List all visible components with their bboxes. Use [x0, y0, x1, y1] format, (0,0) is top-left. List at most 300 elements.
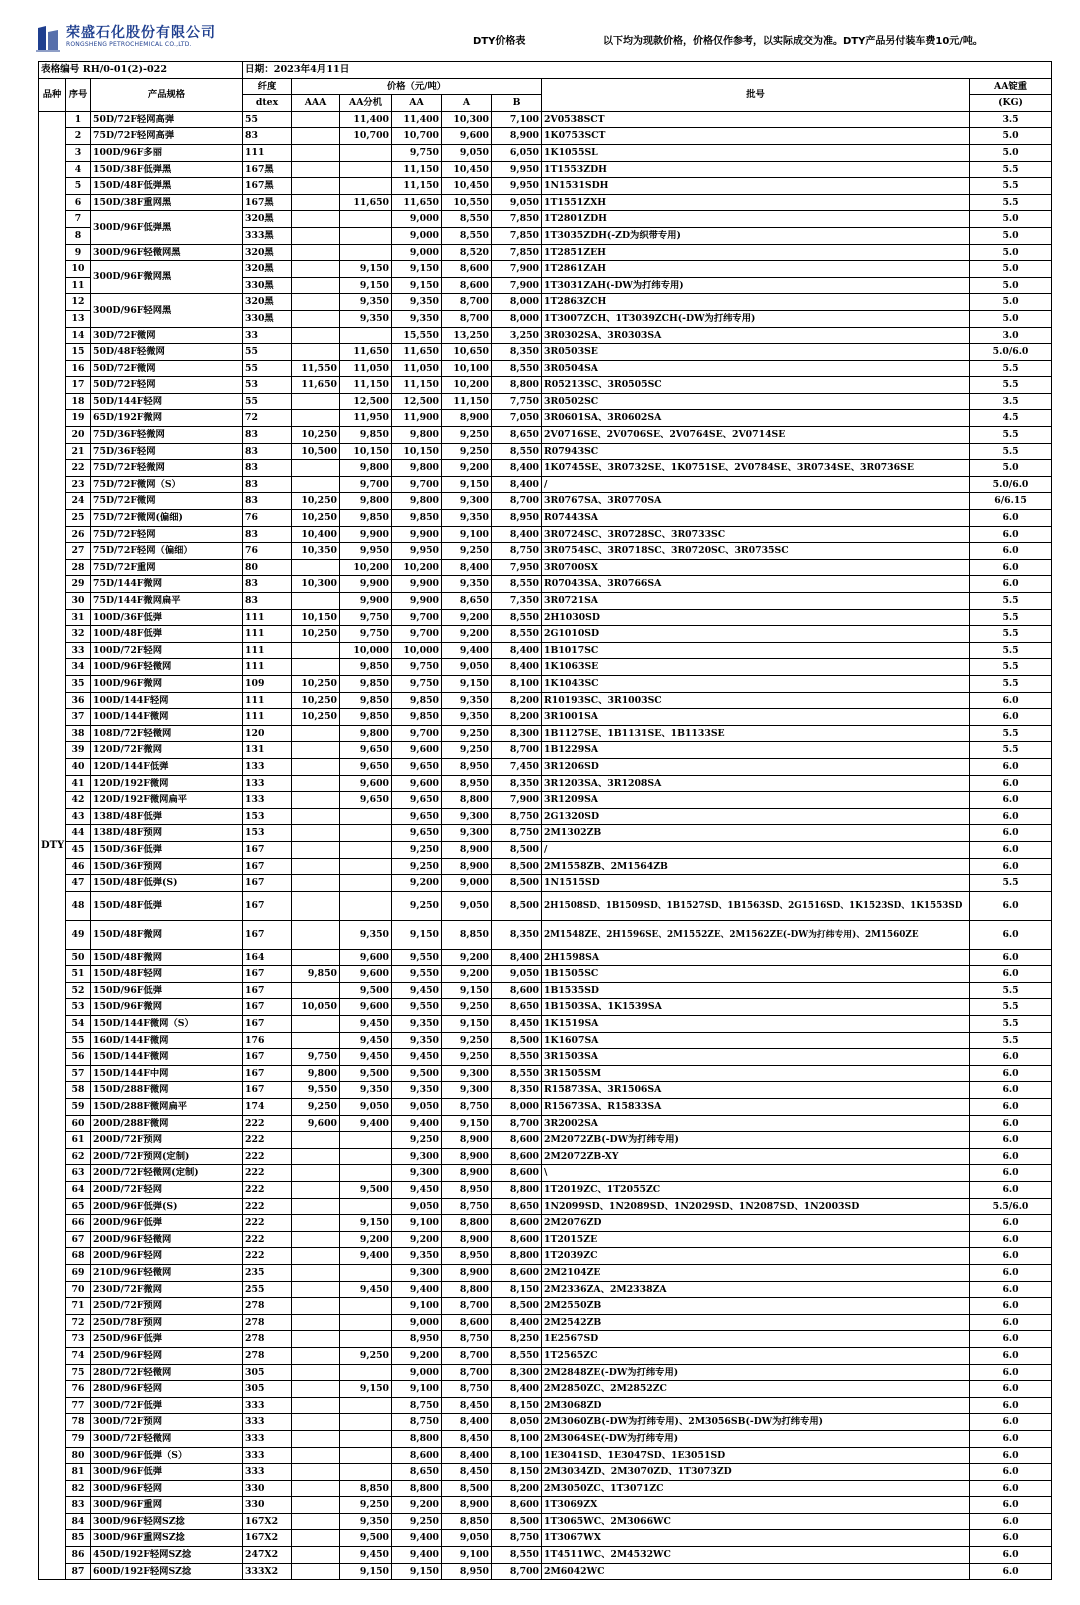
b-price: 8,550: [492, 609, 542, 626]
seq-cell: 13: [66, 310, 91, 327]
fineness-cell: 330黑: [243, 310, 292, 327]
table-row: [39, 1298, 1052, 1315]
spec-cell: 300D/72F轻微网: [91, 1430, 243, 1447]
spec-cell: 75D/72F重网: [91, 559, 243, 576]
weight-cell: 6/6.15: [970, 493, 1052, 510]
weight-cell: 5.5: [970, 161, 1052, 178]
b-price: 8,350: [492, 775, 542, 792]
spec-cell: 100D/96F多丽: [91, 144, 243, 161]
aaa-price: 9,750: [292, 1049, 340, 1066]
table-row: [39, 966, 1052, 983]
spec-cell: 200D/72F轻微网(定制): [91, 1165, 243, 1182]
aaa-price: [292, 1381, 340, 1398]
aa-price: 9,800: [392, 460, 442, 477]
aa-split-price: 9,350: [340, 1082, 392, 1099]
weight-cell: 5.5: [970, 360, 1052, 377]
weight-cell: 6.0: [970, 1430, 1052, 1447]
aaa-price: [292, 1447, 340, 1464]
aa-price: 9,450: [392, 1049, 442, 1066]
fineness-cell: 167: [243, 1082, 292, 1099]
weight-cell: 5.5: [970, 725, 1052, 742]
batch-cell: 2H1508SD、1B1509SD、1B1527SD、1B1563SD、2G1516SD、1K1523SD、1K1553SD: [542, 891, 970, 920]
b-price: 6,050: [492, 144, 542, 161]
aa-split-price: 10,000: [340, 642, 392, 659]
table-row: [39, 775, 1052, 792]
a-price: 9,200: [442, 626, 492, 643]
a-price: 9,250: [442, 543, 492, 560]
batch-cell: 1T1553ZDH: [542, 161, 970, 178]
spec-cell: 200D/72F预网: [91, 1132, 243, 1149]
aa-price: 12,500: [392, 393, 442, 410]
batch-cell: 1B1127SE、1B1131SE、1B1133SE: [542, 725, 970, 742]
batch-cell: 3R1505SM: [542, 1065, 970, 1082]
a-price: 8,900: [442, 1231, 492, 1248]
weight-cell: 6.0: [970, 1264, 1052, 1281]
seq-cell: 10: [66, 261, 91, 278]
spec-cell: 150D/48F微网: [91, 920, 243, 949]
aa-split-price: 11,400: [340, 111, 392, 128]
price-notice: 以下均为现款价格，价格仅作参考，以实际成交为准。DTY产品另付装车费10元/吨。: [603, 36, 983, 47]
aa-price: 8,750: [392, 1397, 442, 1414]
table-row: [39, 244, 1052, 261]
a-price: 10,650: [442, 344, 492, 361]
aa-price: 9,000: [392, 227, 442, 244]
aa-price: 11,650: [392, 344, 442, 361]
seq-cell: 73: [66, 1331, 91, 1348]
document-title: DTY价格表: [473, 36, 526, 47]
aa-split-price: 10,150: [340, 443, 392, 460]
aa-price: 9,350: [392, 310, 442, 327]
b-price: 8,550: [492, 360, 542, 377]
aaa-price: [292, 593, 340, 610]
fineness-cell: 305: [243, 1381, 292, 1398]
weight-cell: 5.0/6.0: [970, 476, 1052, 493]
a-price: 8,600: [442, 261, 492, 278]
weight-cell: 6.0: [970, 775, 1052, 792]
a-price: 8,400: [442, 1447, 492, 1464]
batch-cell: R07043SA、3R0766SA: [542, 576, 970, 593]
b-price: 8,400: [492, 1381, 542, 1398]
fineness-cell: 235: [243, 1264, 292, 1281]
a-price: 9,200: [442, 949, 492, 966]
a-price: 8,600: [442, 277, 492, 294]
aaa-price: 10,350: [292, 543, 340, 560]
fineness-cell: 333: [243, 1464, 292, 1481]
seq-cell: 56: [66, 1049, 91, 1066]
spec-cell: 50D/72F微网: [91, 360, 243, 377]
spec-cell: 75D/144F微网: [91, 576, 243, 593]
batch-cell: 2H1030SD: [542, 609, 970, 626]
weight-cell: 6.0: [970, 709, 1052, 726]
fineness-cell: 333: [243, 1430, 292, 1447]
table-row: [39, 1016, 1052, 1033]
a-price: 8,650: [442, 593, 492, 610]
batch-cell: 1B1503SA、1K1539SA: [542, 999, 970, 1016]
spec-cell: 138D/48F低弹: [91, 808, 243, 825]
aa-split-price: 9,450: [340, 1032, 392, 1049]
spec-cell: 300D/96F轻网SZ捻: [91, 1513, 243, 1530]
col-price-group: 价格（元/吨）: [292, 78, 542, 95]
fineness-cell: 111: [243, 609, 292, 626]
aa-split-price: [340, 858, 392, 875]
a-price: 9,350: [442, 510, 492, 527]
weight-cell: 6.0: [970, 891, 1052, 920]
fineness-cell: 167: [243, 1049, 292, 1066]
seq-cell: 39: [66, 742, 91, 759]
b-price: 8,500: [492, 875, 542, 892]
fineness-cell: 305: [243, 1364, 292, 1381]
b-price: 7,850: [492, 227, 542, 244]
aaa-price: [292, 725, 340, 742]
aaa-price: [292, 1331, 340, 1348]
seq-cell: 58: [66, 1082, 91, 1099]
table-row: [39, 1563, 1052, 1580]
table-row: [39, 593, 1052, 610]
b-price: 7,450: [492, 758, 542, 775]
aaa-price: [292, 1132, 340, 1149]
b-price: 8,400: [492, 460, 542, 477]
spec-cell: 300D/96F重网: [91, 1497, 243, 1514]
seq-cell: 82: [66, 1480, 91, 1497]
weight-cell: 6.0: [970, 1414, 1052, 1431]
aa-price: 9,000: [392, 211, 442, 228]
weight-cell: 6.0: [970, 543, 1052, 560]
seq-cell: 17: [66, 377, 91, 394]
b-price: 8,650: [492, 427, 542, 444]
fineness-cell: 176: [243, 1032, 292, 1049]
aaa-price: [292, 642, 340, 659]
aaa-price: [292, 244, 340, 261]
fineness-cell: 83: [243, 460, 292, 477]
aaa-price: [292, 161, 340, 178]
spec-cell: 300D/96F轻网: [91, 1480, 243, 1497]
b-price: 8,600: [492, 1165, 542, 1182]
aa-split-price: 9,950: [340, 543, 392, 560]
aaa-price: 10,250: [292, 675, 340, 692]
batch-cell: 3R0754SC、3R0718SC、3R0720SC、3R0735SC: [542, 543, 970, 560]
aa-price: 9,450: [392, 1182, 442, 1199]
aa-split-price: 9,450: [340, 1547, 392, 1564]
weight-cell: 6.0: [970, 1215, 1052, 1232]
weight-cell: 6.0: [970, 792, 1052, 809]
spec-cell: 150D/48F轻网: [91, 966, 243, 983]
batch-cell: 2M2336ZA、2M2338ZA: [542, 1281, 970, 1298]
table-row: [39, 211, 1052, 228]
aaa-price: [292, 460, 340, 477]
aaa-price: [292, 1248, 340, 1265]
a-price: 8,700: [442, 1347, 492, 1364]
spec-cell: 50D/72F轻网高弹: [91, 111, 243, 128]
aaa-price: [292, 758, 340, 775]
batch-cell: 2M2072ZB-XY: [542, 1148, 970, 1165]
fineness-cell: 278: [243, 1298, 292, 1315]
b-price: 8,100: [492, 1430, 542, 1447]
a-price: 8,750: [442, 1198, 492, 1215]
a-price: 10,450: [442, 161, 492, 178]
batch-cell: 1T2851ZEH: [542, 244, 970, 261]
table-row: [39, 858, 1052, 875]
b-price: 8,550: [492, 626, 542, 643]
aa-price: 9,250: [392, 1132, 442, 1149]
aa-price: 9,650: [392, 758, 442, 775]
aa-price: 9,750: [392, 675, 442, 692]
aa-price: 9,900: [392, 593, 442, 610]
a-price: 8,900: [442, 1165, 492, 1182]
b-price: 8,350: [492, 344, 542, 361]
aaa-price: [292, 410, 340, 427]
spec-cell: 150D/36F低弹: [91, 841, 243, 858]
aa-split-price: 9,350: [340, 294, 392, 311]
fineness-cell: 222: [243, 1248, 292, 1265]
aa-price: 10,150: [392, 443, 442, 460]
seq-cell: 1: [66, 111, 91, 128]
a-price: 9,300: [442, 493, 492, 510]
fineness-cell: 222: [243, 1231, 292, 1248]
aa-split-price: 11,150: [340, 377, 392, 394]
seq-cell: 21: [66, 443, 91, 460]
table-row: [39, 642, 1052, 659]
table-row: [39, 725, 1052, 742]
weight-cell: 6.0: [970, 1148, 1052, 1165]
table-row: [39, 327, 1052, 344]
weight-cell: 5.0/6.0: [970, 344, 1052, 361]
aa-price: 8,950: [392, 1331, 442, 1348]
batch-cell: 1B1017SC: [542, 642, 970, 659]
aa-split-price: [340, 825, 392, 842]
a-price: 8,900: [442, 410, 492, 427]
aa-price: 9,450: [392, 982, 442, 999]
batch-cell: R15673SA、R15833SA: [542, 1099, 970, 1116]
b-price: 8,400: [492, 949, 542, 966]
seq-cell: 78: [66, 1414, 91, 1431]
aa-price: 9,000: [392, 244, 442, 261]
weight-cell: 5.0: [970, 294, 1052, 311]
aaa-price: [292, 982, 340, 999]
aaa-price: [292, 310, 340, 327]
aa-split-price: 9,450: [340, 1049, 392, 1066]
table-row: [39, 543, 1052, 560]
batch-cell: 1T2863ZCH: [542, 294, 970, 311]
aa-split-price: [340, 808, 392, 825]
batch-cell: 2M1548ZE、2H1596SE、2M1552ZE、2M1562ZE(-DW为打纬专用)、2M1560ZE: [542, 920, 970, 949]
aa-split-price: [340, 1447, 392, 1464]
aa-split-price: 9,850: [340, 675, 392, 692]
aaa-price: [292, 344, 340, 361]
aa-split-price: 9,600: [340, 966, 392, 983]
b-price: 8,500: [492, 1298, 542, 1315]
fineness-cell: 167: [243, 982, 292, 999]
seq-cell: 65: [66, 1198, 91, 1215]
b-price: 8,550: [492, 1049, 542, 1066]
company-logo-icon: [36, 24, 60, 52]
weight-cell: 6.0: [970, 1547, 1052, 1564]
table-row: [39, 493, 1052, 510]
spec-cell: 100D/48F低弹: [91, 626, 243, 643]
table-row: [39, 949, 1052, 966]
a-price: 9,600: [442, 128, 492, 145]
b-price: 8,550: [492, 443, 542, 460]
aa-price: 9,000: [392, 1314, 442, 1331]
table-row: [39, 1148, 1052, 1165]
fineness-cell: 222: [243, 1148, 292, 1165]
table-row: [39, 1231, 1052, 1248]
aa-price: 15,550: [392, 327, 442, 344]
page-header: [30, 20, 1055, 56]
aa-price: 10,700: [392, 128, 442, 145]
aa-split-price: [340, 891, 392, 920]
aa-price: 9,850: [392, 510, 442, 527]
b-price: 8,650: [492, 999, 542, 1016]
aa-price: 9,400: [392, 1530, 442, 1547]
weight-cell: 5.5: [970, 609, 1052, 626]
aa-split-price: 9,850: [340, 510, 392, 527]
fineness-cell: 333: [243, 1414, 292, 1431]
aaa-price: 9,600: [292, 1115, 340, 1132]
weight-cell: 6.0: [970, 758, 1052, 775]
b-price: 8,700: [492, 1563, 542, 1580]
spec-cell: 300D/96F低弹（S）: [91, 1447, 243, 1464]
a-price: 8,900: [442, 1264, 492, 1281]
weight-cell: 6.0: [970, 1065, 1052, 1082]
fineness-cell: 222: [243, 1182, 292, 1199]
fineness-cell: 247X2: [243, 1547, 292, 1564]
table-header-row-1: [39, 78, 1052, 95]
batch-cell: 1E2567SD: [542, 1331, 970, 1348]
aaa-price: 10,300: [292, 576, 340, 593]
table-row: [39, 360, 1052, 377]
seq-cell: 36: [66, 692, 91, 709]
aa-split-price: [340, 244, 392, 261]
a-price: 9,250: [442, 1049, 492, 1066]
weight-cell: 6.0: [970, 1231, 1052, 1248]
weight-cell: 5.5: [970, 178, 1052, 195]
seq-cell: 67: [66, 1231, 91, 1248]
aa-split-price: 11,650: [340, 344, 392, 361]
b-price: 9,950: [492, 161, 542, 178]
batch-cell: 3R0503SE: [542, 344, 970, 361]
seq-cell: 33: [66, 642, 91, 659]
batch-cell: 1T2565ZC: [542, 1347, 970, 1364]
table-row: [39, 1049, 1052, 1066]
batch-cell: 3R1206SD: [542, 758, 970, 775]
b-price: 8,200: [492, 692, 542, 709]
aaa-price: [292, 891, 340, 920]
weight-cell: 5.0: [970, 128, 1052, 145]
spec-cell: 250D/72F预网: [91, 1298, 243, 1315]
aa-price: 9,800: [392, 493, 442, 510]
seq-cell: 77: [66, 1397, 91, 1414]
a-price: 9,050: [442, 891, 492, 920]
seq-cell: 85: [66, 1530, 91, 1547]
seq-cell: 59: [66, 1099, 91, 1116]
seq-cell: 46: [66, 858, 91, 875]
aa-price: 9,100: [392, 1215, 442, 1232]
spec-cell: 50D/72F轻网: [91, 377, 243, 394]
table-row: [39, 1381, 1052, 1398]
aa-price: 8,800: [392, 1430, 442, 1447]
spec-cell: 200D/96F轻微网: [91, 1231, 243, 1248]
aa-split-price: [340, 144, 392, 161]
spec-cell: 75D/72F轻微网: [91, 460, 243, 477]
aaa-price: [292, 1430, 340, 1447]
aa-split-price: [340, 1148, 392, 1165]
aa-price: 9,900: [392, 576, 442, 593]
weight-cell: 6.0: [970, 692, 1052, 709]
aa-split-price: 10,700: [340, 128, 392, 145]
b-price: 8,250: [492, 1331, 542, 1348]
weight-cell: 5.5: [970, 626, 1052, 643]
seq-cell: 49: [66, 920, 91, 949]
a-price: 9,150: [442, 982, 492, 999]
aaa-price: [292, 1397, 340, 1414]
a-price: 9,050: [442, 1530, 492, 1547]
aa-split-price: [340, 1364, 392, 1381]
table-row: [39, 1248, 1052, 1265]
spec-cell: 108D/72F轻微网: [91, 725, 243, 742]
b-price: 8,350: [492, 1082, 542, 1099]
aa-price: 10,000: [392, 642, 442, 659]
a-price: 9,300: [442, 825, 492, 842]
weight-cell: 5.5: [970, 443, 1052, 460]
b-price: 8,800: [492, 1182, 542, 1199]
aa-price: 9,150: [392, 1563, 442, 1580]
a-price: 8,950: [442, 758, 492, 775]
a-price: 9,350: [442, 692, 492, 709]
aaa-price: [292, 227, 340, 244]
table-row: [39, 194, 1052, 211]
col-weight-unit: (KG): [970, 95, 1052, 112]
fineness-cell: 164: [243, 949, 292, 966]
a-price: 8,400: [442, 1414, 492, 1431]
weight-cell: 6.0: [970, 1049, 1052, 1066]
batch-cell: 2V0538SCT: [542, 111, 970, 128]
spec-cell: 100D/96F微网: [91, 675, 243, 692]
seq-cell: 6: [66, 194, 91, 211]
weight-cell: 5.5: [970, 675, 1052, 692]
weight-cell: 5.5: [970, 742, 1052, 759]
fineness-cell: 320黑: [243, 294, 292, 311]
table-row: [39, 1331, 1052, 1348]
weight-cell: 5.5: [970, 982, 1052, 999]
table-row: [39, 410, 1052, 427]
fineness-cell: 33: [243, 327, 292, 344]
batch-cell: 1T3035ZDH(-ZD为织带专用): [542, 227, 970, 244]
aa-price: 9,850: [392, 692, 442, 709]
a-price: 9,150: [442, 1016, 492, 1033]
b-price: 8,400: [492, 1314, 542, 1331]
batch-cell: 1T2801ZDH: [542, 211, 970, 228]
aa-split-price: 9,450: [340, 1281, 392, 1298]
batch-cell: 1T4511WC、2M4532WC: [542, 1547, 970, 1564]
aa-split-price: 9,350: [340, 310, 392, 327]
aaa-price: 11,550: [292, 360, 340, 377]
aa-price: 9,600: [392, 775, 442, 792]
aaa-price: [292, 277, 340, 294]
weight-cell: 5.5: [970, 642, 1052, 659]
aaa-price: 10,250: [292, 692, 340, 709]
batch-cell: 1T1551ZXH: [542, 194, 970, 211]
seq-cell: 5: [66, 178, 91, 195]
batch-cell: 3R0767SA、3R0770SA: [542, 493, 970, 510]
seq-cell: 51: [66, 966, 91, 983]
b-price: 8,200: [492, 709, 542, 726]
spec-cell: 250D/96F低弹: [91, 1331, 243, 1348]
a-price: 9,100: [442, 1547, 492, 1564]
aa-split-price: 9,150: [340, 1215, 392, 1232]
aaa-price: [292, 1215, 340, 1232]
aa-split-price: [340, 1314, 392, 1331]
aa-price: 9,350: [392, 1082, 442, 1099]
